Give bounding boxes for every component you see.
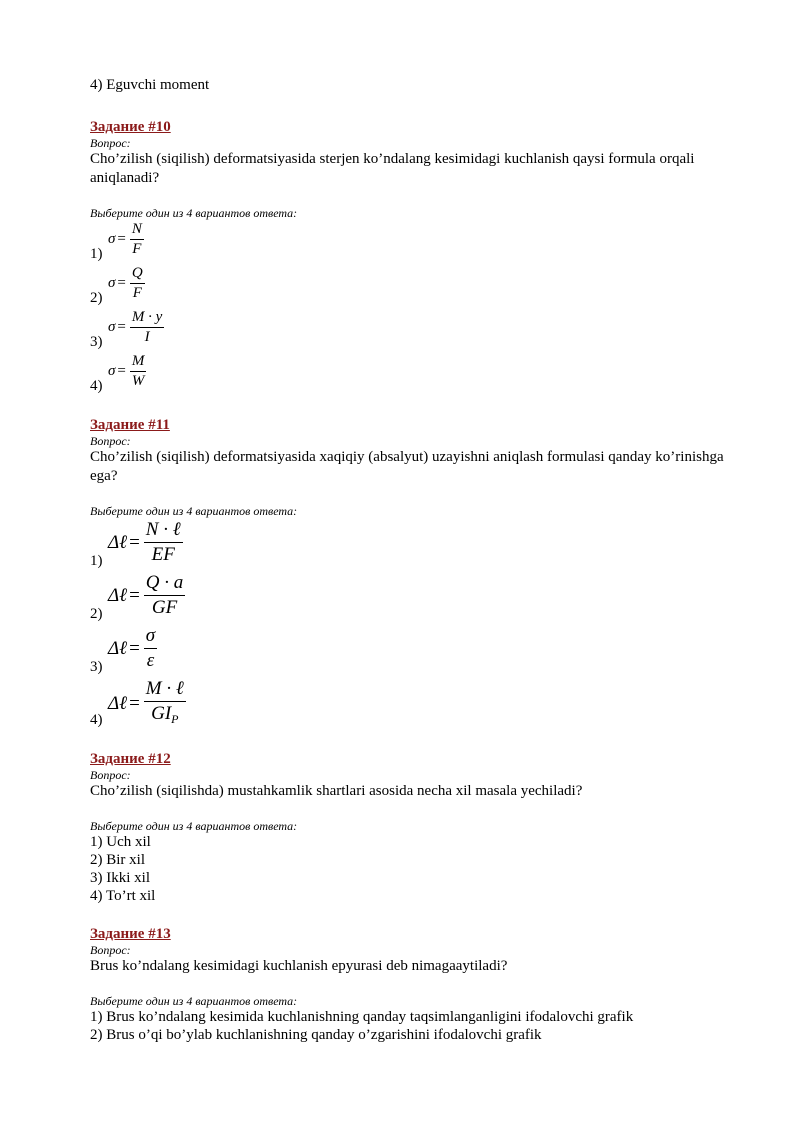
answer-option-2 [90,264,730,308]
question-text: Cho’zilish (siqilish) deformatsiyasida xaqiqiy (absalyut) uzayishni aniqlash formulasi qanday ko’rinishga ega? [90,449,724,484]
answer-option-3 [90,624,730,677]
formula: Δℓ = $\frac{\text{M · ℓ}}{GI_P}$ [108,678,184,726]
formula-denominator: ε [146,650,155,671]
answer-option-3 [90,308,730,352]
formula: Δℓ = $\frac{\text{N · ℓ}}{EF}$ [108,519,181,565]
question-text: Cho’zilish (siqilishda) mustahkamlik shartlari asosida necha xil masala yechiladi? [90,783,583,799]
answer-option-1: 1) Uch xil [90,834,151,850]
question-text: Brus ko’ndalang kesimidagi kuchlanish epyurasi deb nimagaaytiladi? [90,958,508,974]
formula-denominator: EF [151,544,175,565]
task-title: Задание #13 [90,926,171,942]
formula-lhs: Δℓ [108,637,128,659]
formula: σ = $\frac{M}{W}$ [108,353,145,389]
formula-lhs: σ [108,319,116,335]
answer-option-2 [90,571,730,624]
question-label: Вопрос: [90,434,131,448]
formula-denominator: F [132,285,142,301]
answer-option-3: 3) Ikki xil [90,870,150,886]
choose-instruction: Выберите один из 4 вариантов ответа: [90,206,298,220]
answer-option-2: 2) Brus o’qi bo’ylab kuchlanishning qanday o’zgarishini ifodalovchi grafik [90,1027,542,1043]
option-number: 4) [90,378,103,394]
formula-numerator: M · ℓ [144,677,186,702]
task-13 [90,925,730,1044]
formula-numerator: N · ℓ [144,518,183,543]
question-label: Вопрос: [90,136,131,150]
formula-lhs: Δℓ [108,693,128,714]
task-10 [90,118,730,396]
formula: σ = $\frac{N}{F}$ [108,221,142,257]
formula-denominator: GI [151,703,172,724]
answer-option-1: 1) Brus ko’ndalang kesimida kuchlanishning qanday taqsimlanganligini ifodalovchi grafik [90,1009,634,1025]
document-page [90,76,730,1044]
task-title: Задание #11 [90,417,170,433]
formula-numerator: Q [130,264,145,284]
answer-option-1 [90,518,730,571]
formula-lhs: σ [108,275,116,291]
formula-numerator: M · y [130,308,164,328]
answer-option-2: 2) Bir xil [90,852,145,868]
option-number: 4) [90,712,103,728]
formula-lhs: σ [108,363,116,379]
option-number: 3) [90,659,103,675]
formula-denominator: GF [151,597,178,618]
formula-denominator: F [132,241,142,257]
formula-numerator: σ [144,624,157,649]
choose-instruction: Выберите один из 4 вариантов ответа: [90,504,298,518]
formula-numerator: N [130,220,144,240]
formula-lhs: Δℓ [108,531,128,553]
formula-denominator: I [144,329,150,345]
answer-option-1 [90,220,730,264]
option-number: 1) [90,246,103,262]
formula-subscript: P [171,712,179,726]
prev-option-4: 4) Eguvchi moment [90,77,210,93]
formula: Δℓ = $\frac{Q \cdot a}{GF}$ [108,572,184,618]
option-number: 2) [90,290,103,306]
formula: σ = $\frac{M \cdot y}{I}$ [108,309,163,345]
option-number: 2) [90,606,103,622]
question-label: Вопрос: [90,943,131,957]
formula-numerator: Q · a [144,571,185,596]
formula: Δℓ = $\frac{\sigma}{\varepsilon}$ [108,625,156,671]
formula: σ = $\frac{Q}{F}$ [108,265,143,301]
choose-instruction: Выберите один из 4 вариантов ответа: [90,994,298,1008]
answer-option-4: 4) To’rt xil [90,888,156,904]
option-number: 1) [90,553,103,569]
choose-instruction: Выберите один из 4 вариантов ответа: [90,819,298,833]
formula-lhs: Δℓ [108,584,128,606]
answer-option-4 [90,677,730,730]
task-title: Задание #12 [90,751,171,767]
task-title: Задание #10 [90,119,171,135]
task-12 [90,750,730,905]
question-text: Cho’zilish (siqilish) deformatsiyasida sterjen ko’ndalang kesimidagi kuchlanish qaysi formula orqali aniqlanadi? [90,151,695,186]
task-11 [90,416,730,730]
question-label: Вопрос: [90,768,131,782]
formula-denominator: W [131,373,145,389]
formula-numerator: M [130,352,147,372]
formula-lhs: σ [108,231,116,247]
answer-option-4 [90,352,730,396]
option-number: 3) [90,334,103,350]
